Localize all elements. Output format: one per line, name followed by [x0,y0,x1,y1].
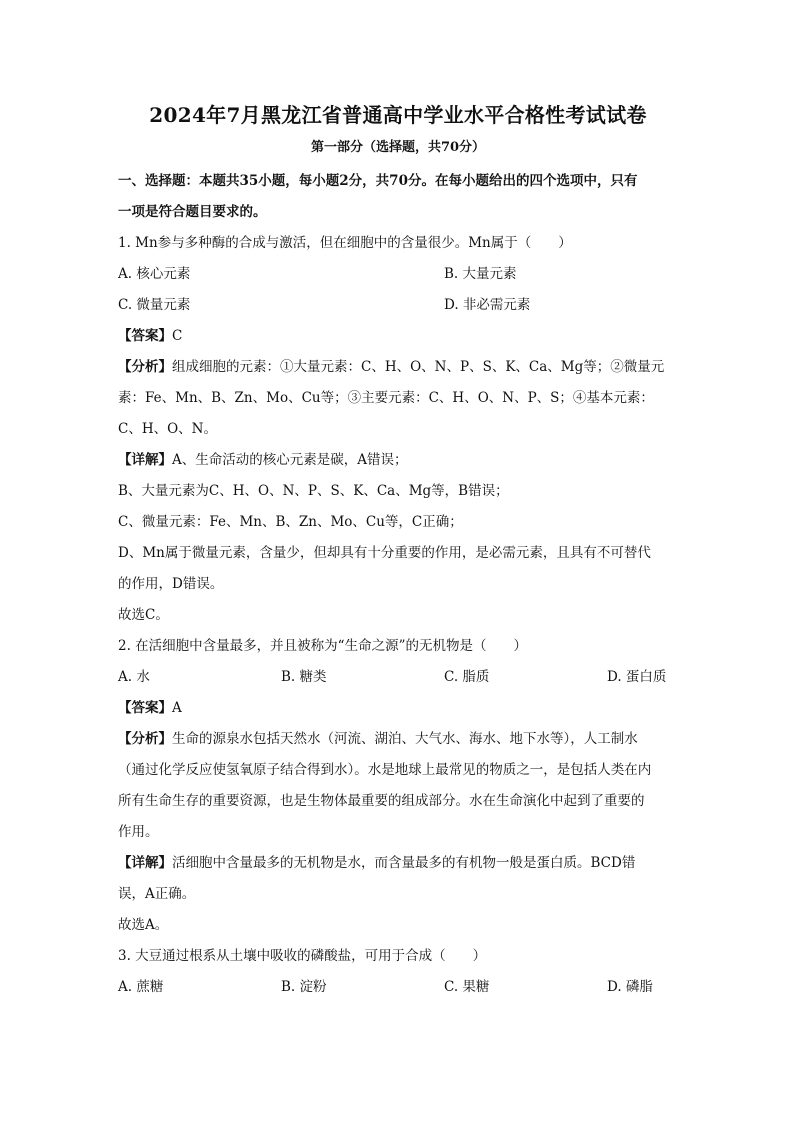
answer-value: C [172,328,183,344]
detail-tag: 【详解】 [118,855,172,871]
detail-text: 活细胞中含量最多的无机物是水，而含量最多的有机物一般是蛋白质。BCD错 [172,855,636,871]
analysis-tag: 【分析】 [118,731,172,747]
q3-option-b: B. 淀粉 [281,979,327,995]
q3-option-d: D. 磷脂 [607,979,653,995]
analysis-text: 生命的源泉水包括天然水（河流、湖泊、大气水、海水、地下水等），人工制水 [172,731,638,747]
q1-detail-line1 [118,445,678,476]
analysis-tag: 【分析】 [118,359,172,375]
q2-options-row [118,662,678,693]
part-subtitle: 第一部分（选择题，共70分） [310,140,486,155]
detail-tag: 【详解】 [118,452,172,468]
q3-options-row [118,972,678,1003]
q2-detail-line1 [118,848,678,879]
q2-answer [118,693,678,724]
section-heading-line1: 一、选择题：本题共35小题，每小题2分，共70分。在每小题给出的四个选项中，只有 [118,173,638,189]
q1-stem: 1. Mn参与多种酶的合成与激活，但在细胞中的含量很少。Mn属于（ ） [118,235,572,251]
q3-option-c: C. 果糖 [444,979,490,995]
q2-stem: 2. 在活细胞中含量最多，并且被称为“生命之源”的无机物是（ ） [118,638,527,654]
answer-value: A [172,700,182,716]
q1-option-d: D. 非必需元素 [444,297,531,313]
q1-answer [118,321,678,352]
q2-option-d: D. 蛋白质 [607,669,667,685]
exam-title: 2024年7月黑龙江省普通高中学业水平合格性考试试卷 [149,103,647,127]
q1-analysis-line3: C、H、O、N。 [118,421,217,437]
q1-options-row1 [118,259,678,290]
q1-detail-line2: B、大量元素为C、H、O、N、P、S、K、Ca、Mg等，B错误； [118,483,509,499]
q1-conclusion: 故选C。 [118,607,169,623]
q1-option-b: B. 大量元素 [444,266,517,282]
analysis-text: 组成细胞的元素：①大量元素：C、H、O、N、P、S、K、Ca、Mg等；②微量元 [172,359,665,375]
q2-option-c: C. 脂质 [444,669,490,685]
q1-detail-line5: 的作用，D错误。 [118,576,224,592]
q2-detail-line2: 误，A正确。 [118,886,196,902]
q2-analysis-line1 [118,724,678,755]
q2-analysis-line4: 作用。 [118,824,159,840]
q3-stem: 3. 大豆通过根系从土壤中吸收的磷酸盐，可用于合成（ ） [118,948,487,964]
detail-text: A、生命活动的核心元素是碳，A错误； [172,452,408,468]
q2-option-b: B. 糖类 [281,669,327,685]
q2-conclusion: 故选A。 [118,917,169,933]
q1-option-a: A. 核心元素 [118,266,191,282]
answer-tag: 【答案】 [118,328,172,344]
q1-option-c: C. 微量元素 [118,297,191,313]
q1-analysis-line1 [118,352,678,383]
exam-page [118,100,678,1003]
q3-option-a: A. 蔗糖 [118,979,164,995]
q1-analysis-line2: 素：Fe、Mn、B、Zn、Mo、Cu等；③主要元素：C、H、O、N、P、S；④基本元素： [118,390,654,406]
answer-tag: 【答案】 [118,700,172,716]
q2-analysis-line2: （通过化学反应使氢氧原子结合得到水）。水是地球上最常见的物质之一，是包括人类在内 [118,762,652,778]
q2-option-a: A. 水 [118,669,150,685]
section-heading-line2: 一项是符合题目要求的。 [118,204,267,220]
q1-detail-line4: D、Mn属于微量元素，含量少，但却具有十分重要的作用，是必需元素，且具有不可替代 [118,545,651,561]
q2-analysis-line3: 所有生命生存的重要资源，也是生物体最重要的组成部分。水在生命演化中起到了重要的 [118,793,645,809]
q1-detail-line3: C、微量元素：Fe、Mn、B、Zn、Mo、Cu等，C正确； [118,514,463,530]
q1-options-row2 [118,290,678,321]
